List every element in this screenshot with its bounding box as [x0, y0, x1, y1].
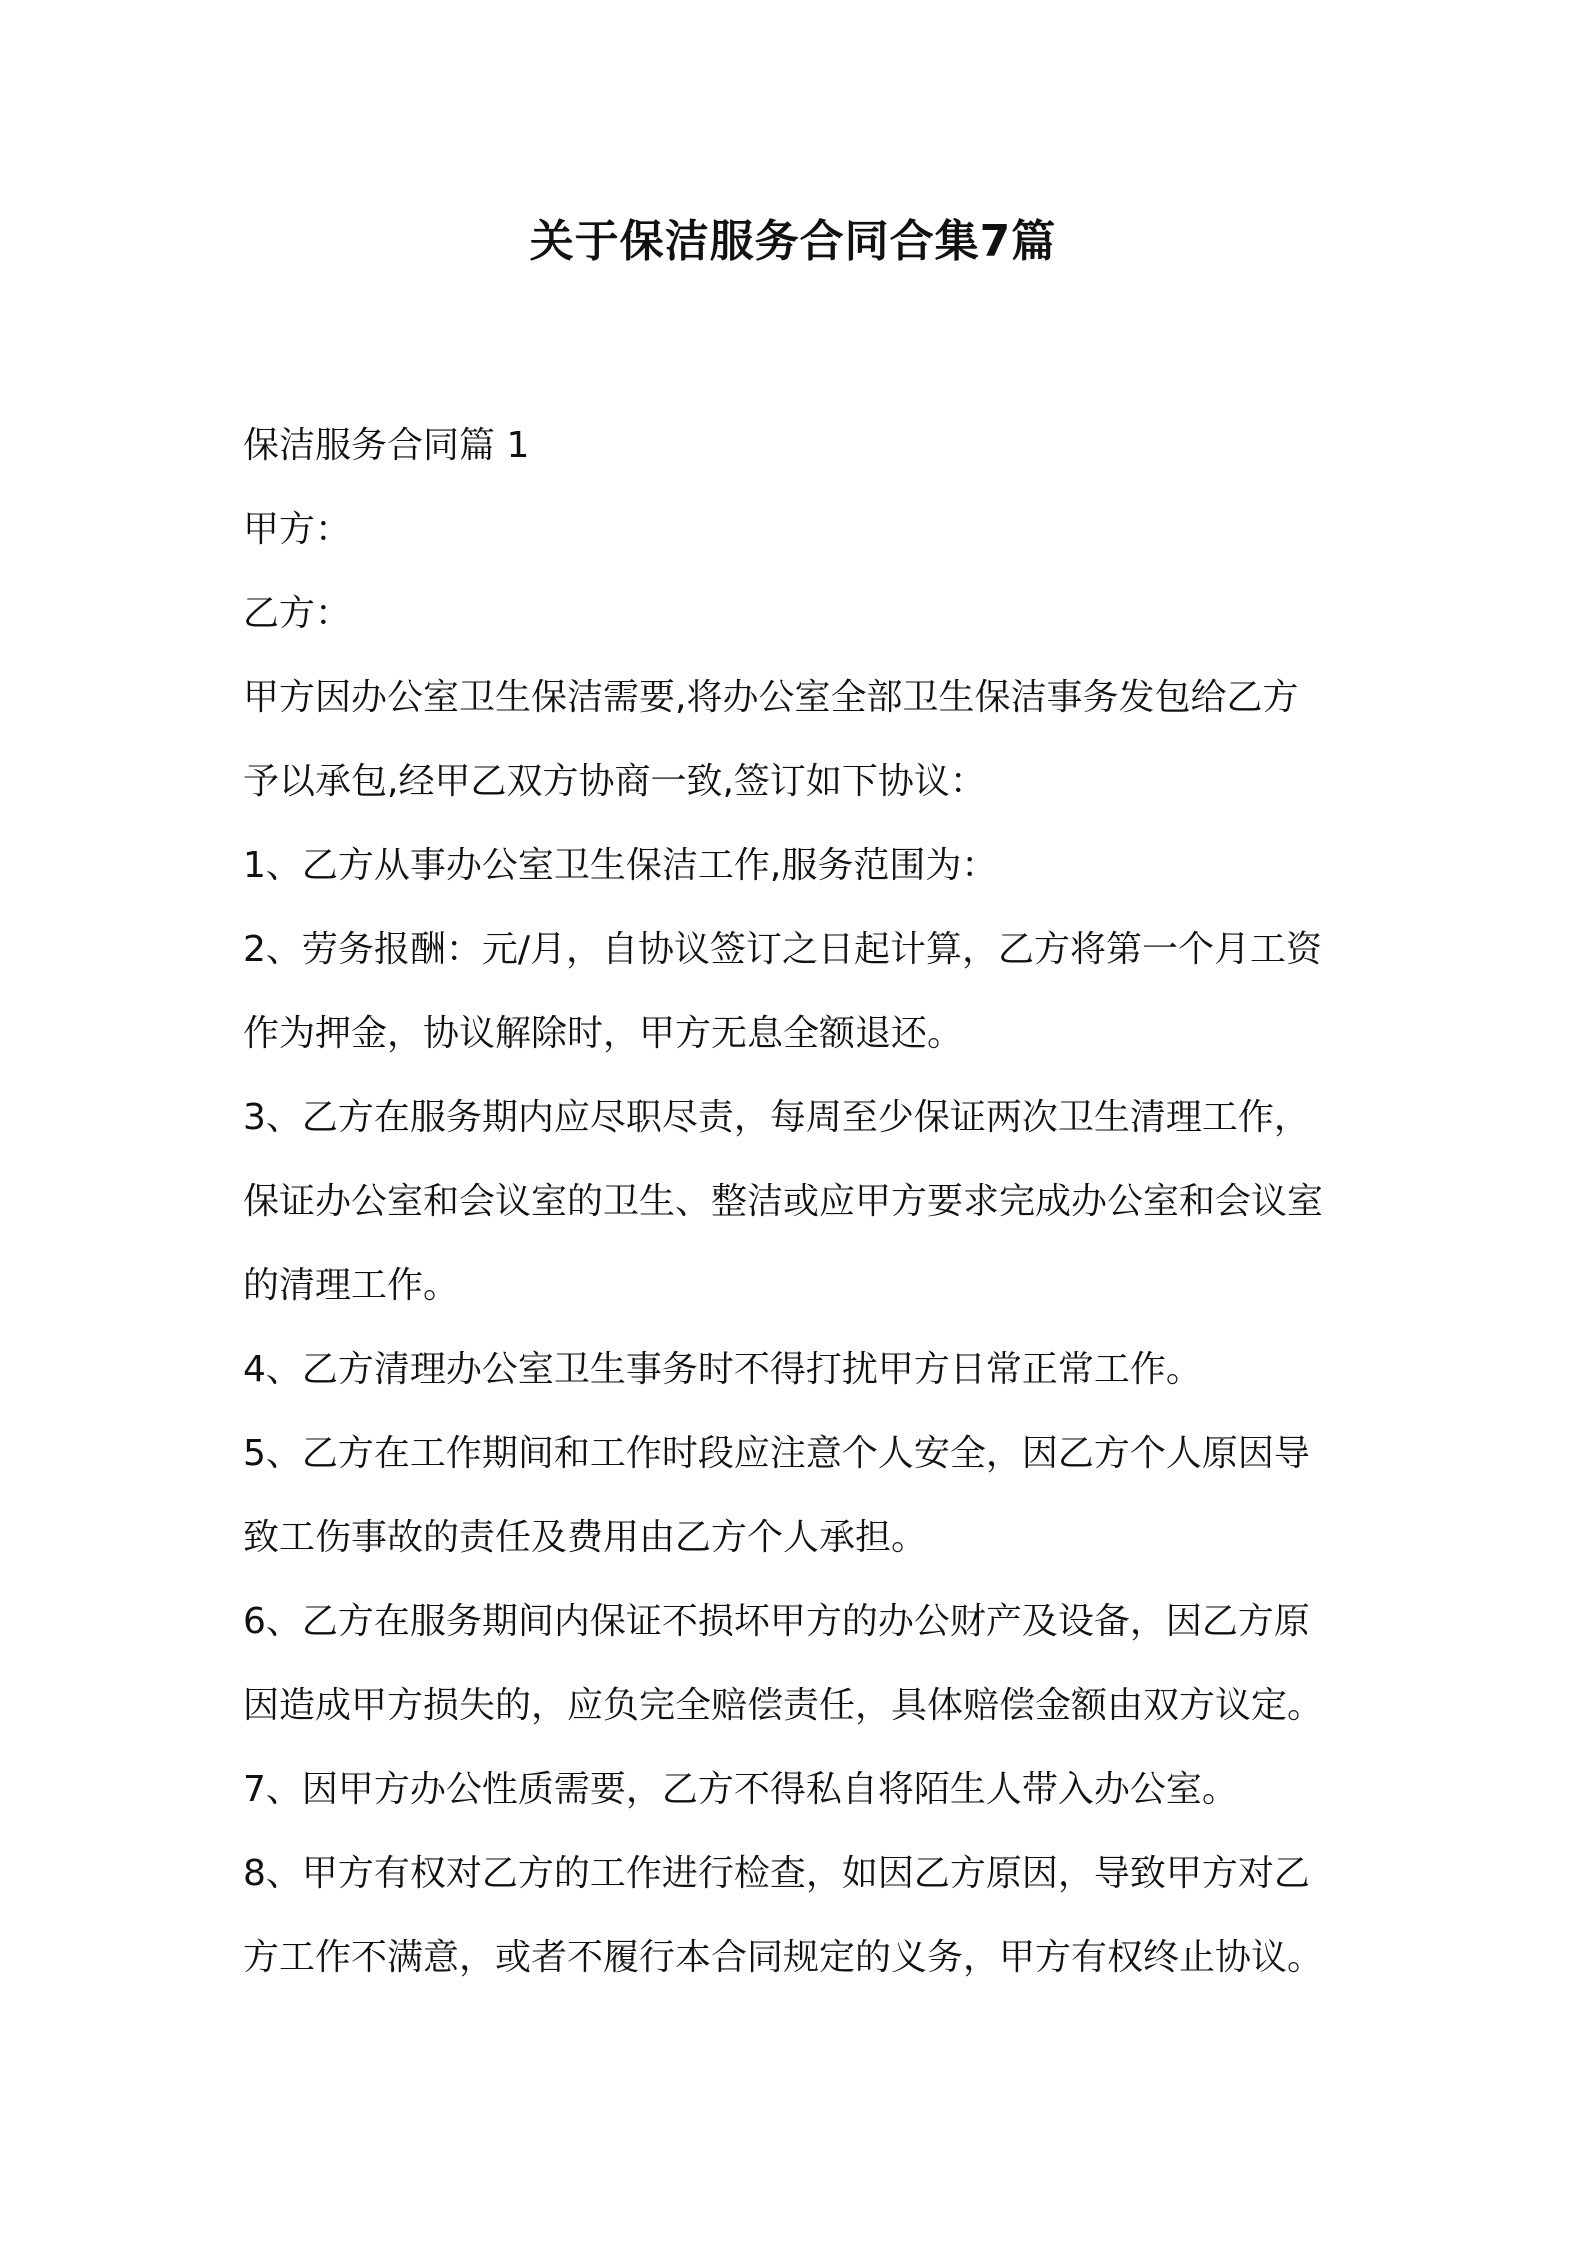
document-body	[243, 404, 1363, 2000]
clause-7: 7、因甲方办公性质需要，乙方不得私自将陌生人带入办公室。	[243, 1769, 1238, 1810]
section-heading: 保洁服务合同篇 1	[243, 425, 530, 466]
party-b-label: 乙方：	[243, 593, 352, 634]
clause-3-continued: 保证办公室和会议室的卫生、整洁或应甲方要求完成办公室和会议室	[243, 1181, 1324, 1222]
clause-5: 5、乙方在工作期间和工作时段应注意个人安全，因乙方个人原因导	[243, 1433, 1310, 1474]
clause-3-continued: 的清理工作。	[243, 1265, 460, 1306]
clause-8-continued: 方工作不满意，或者不履行本合同规定的义务，甲方有权终止协议。	[243, 1937, 1324, 1978]
clause-6-continued: 因造成甲方损失的，应负完全赔偿责任，具体赔偿金额由双方议定。	[243, 1685, 1324, 1726]
clause-4: 4、乙方清理办公室卫生事务时不得打扰甲方日常正常工作。	[243, 1349, 1202, 1390]
clause-2: 2、劳务报酬：元/月，自协议签订之日起计算，乙方将第一个月工资	[243, 929, 1323, 970]
clause-1: 1、乙方从事办公室卫生保洁工作,服务范围为：	[243, 845, 998, 886]
clause-6: 6、乙方在服务期间内保证不损坏甲方的办公财产及设备，因乙方原	[243, 1601, 1310, 1642]
body-line: 予以承包,经甲乙双方协商一致,签订如下协议：	[243, 761, 986, 802]
party-a-label: 甲方：	[243, 509, 352, 550]
clause-8: 8、甲方有权对乙方的工作进行检查，如因乙方原因，导致甲方对乙	[243, 1853, 1310, 1894]
document-title: 关于保洁服务合同合集7篇	[529, 216, 1057, 267]
clause-2-continued: 作为押金，协议解除时，甲方无息全额退还。	[243, 1013, 964, 1054]
clause-3: 3、乙方在服务期内应尽职尽责，每周至少保证两次卫生清理工作，	[243, 1097, 1310, 1138]
clause-5-continued: 致工伤事故的责任及费用由乙方个人承担。	[243, 1517, 928, 1558]
body-line: 甲方因办公室卫生保洁需要,将办公室全部卫生保洁事务发包给乙方	[243, 677, 1299, 718]
